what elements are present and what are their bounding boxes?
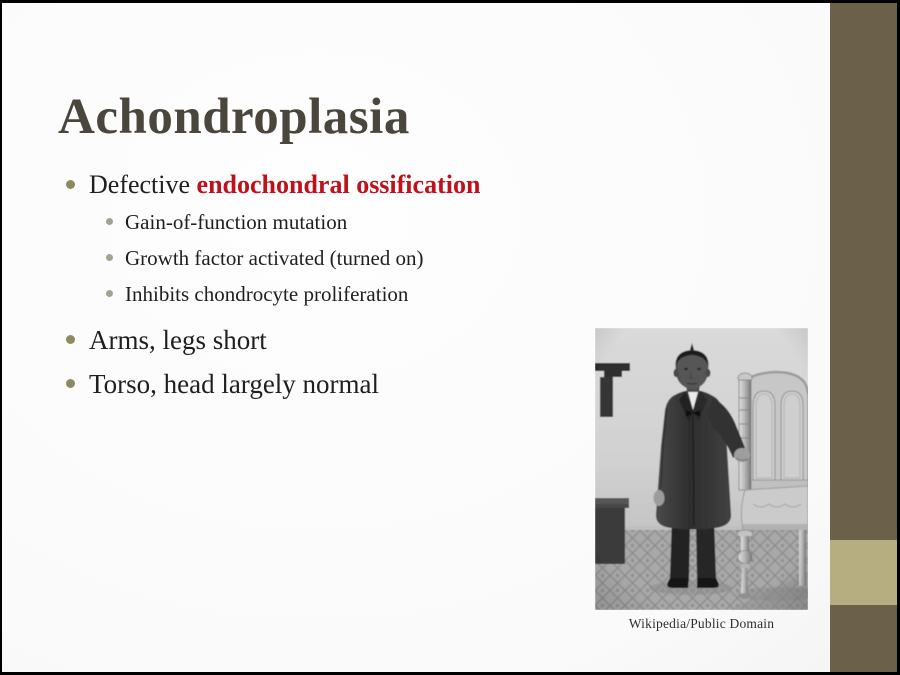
photo-caption: Wikipedia/Public Domain <box>628 616 775 631</box>
slide-background <box>2 3 830 672</box>
bullet-marker <box>66 335 75 344</box>
portrait-photo <box>595 328 808 610</box>
sidebar-decoration <box>830 3 897 672</box>
bullet-text-normal: Defective <box>89 170 197 199</box>
sub-bullet-item-chondrocyte <box>98 276 618 312</box>
bullet-item-torso-head <box>58 362 618 406</box>
highlight-red-text: endochondral ossification <box>196 170 481 199</box>
sub-bullet-marker <box>106 254 113 261</box>
sub-bullet-item-mutation <box>98 204 618 240</box>
sub-bullet-text: Growth factor activated (turned on) <box>125 246 424 270</box>
sub-bullet-text: Gain-of-function mutation <box>125 210 348 234</box>
sub-bullet-text: Inhibits chondrocyte proliferation <box>125 282 409 306</box>
sub-bullet-marker <box>106 218 113 225</box>
bullet-text <box>89 166 480 204</box>
bullet-item-arms-legs <box>58 318 618 362</box>
portrait-photo-svg <box>595 328 808 610</box>
sub-bullet-marker <box>106 290 113 297</box>
bullet-marker <box>66 379 75 388</box>
bullet-text: Torso, head largely normal <box>89 369 380 399</box>
sidebar-accent-band <box>830 540 897 605</box>
bullet-text: Arms, legs short <box>89 325 267 355</box>
bullet-item-defective <box>58 166 618 204</box>
sub-bullet-item-growth-factor <box>98 240 618 276</box>
slide-title: Achondroplasia <box>58 89 410 146</box>
bullet-marker <box>66 180 75 189</box>
bullet-list <box>58 166 618 406</box>
